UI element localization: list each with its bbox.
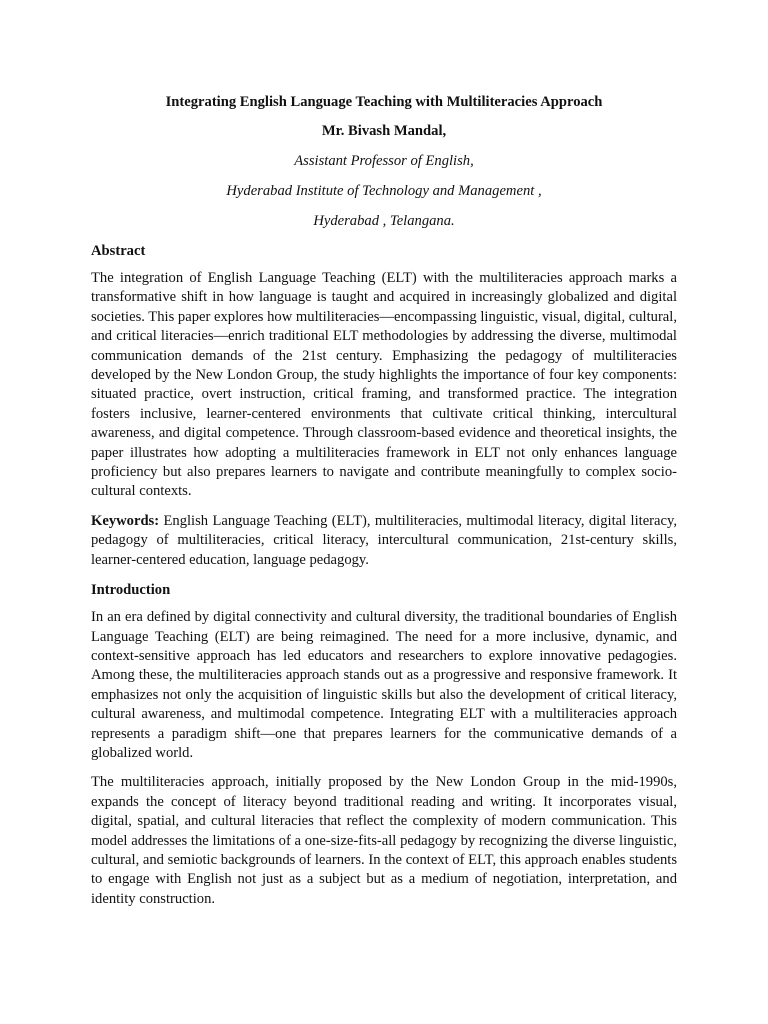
introduction-paragraph-1: In an era defined by digital connectivity and cultural diversity, the traditional boundaries of English Language Teaching (ELT) are being reimagined. The need for a more inclusive, dynamic, and context-sensitive approach has led educators and researchers to explore innovative pedagogies. Among these, the multiliteracies approach stands out as a progressive and responsive framework. It emphasizes not only the acquisition of linguistic skills but also the development of critical literacy, cultural awareness, and multimodal competence. Integrating ELT with a multiliteracies approach represents a paradigm shift—one that prepares learners for the communicative demands of a globalized world. <box>91 609 677 761</box>
author-location: Hyderabad , Telangana. <box>313 213 455 229</box>
abstract-heading: Abstract <box>91 243 146 259</box>
paper-title: Integrating English Language Teaching with Multiliteracies Approach <box>165 94 603 110</box>
introduction-paragraph-2: The multiliteracies approach, initially proposed by the New London Group in the mid-1990s, expands the concept of literacy beyond traditional reading and writing. It incorporates visual, digital, spatial, and cultural literacies that reflect the complexity of modern communication. This model addresses the limitations of a one-size-fits-all pedagogy by recognizing the diverse linguistic, cultural, and semiotic backgrounds of learners. In the context of ELT, this approach enables students to engage with English not just as a subject but as a medium of negotiation, interpretation, and identity construction. <box>91 774 677 907</box>
introduction-heading: Introduction <box>91 582 171 599</box>
author-name: Mr. Bivash Mandal, <box>321 123 447 139</box>
abstract-text: The integration of English Language Teaching (ELT) with the multiliteracies approach marks a transformative shift in how language is taught and acquired in increasingly globalized and digital societies. This paper explores how multiliteracies—encompassing linguistic, visual, digital, cultural, and critical literacies—enrich traditional ELT methodologies by addressing the diverse, multimodal communication demands of the 21st century. Emphasizing the pedagogy of multiliteracies developed by the New London Group, the study highlights the importance of four key components: situated practice, overt instruction, critical framing, and transformed practice. The integration fosters inclusive, learner-centered environments that cultivate critical thinking, intercultural awareness, and digital competence. Through classroom-based evidence and theoretical insights, the paper illustrates how adopting a multiliteracies framework in ELT not only enhances language proficiency but also prepares learners to navigate and contribute meaningfully to complex socio-cultural contexts. <box>91 270 677 500</box>
keywords-label: Keywords: <box>91 512 160 529</box>
author-position: Assistant Professor of English, <box>294 153 474 169</box>
author-institution: Hyderabad Institute of Technology and Management , <box>226 183 542 199</box>
keywords-paragraph <box>91 512 677 570</box>
keywords-text: English Language Teaching (ELT), multiliteracies, multimodal literacy, digital literacy, pedagogy of multiliteracies, critical literacy, intercultural communication, 21st-century skills, learner-centered education, language pedagogy. <box>91 512 677 568</box>
